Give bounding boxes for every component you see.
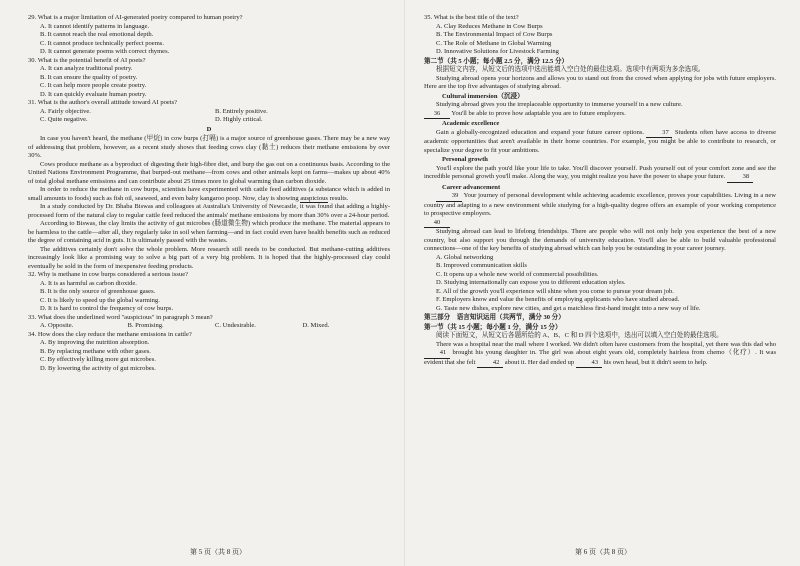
paragraph-text: Students often have access to diverse academic opportunities that aren't available in their home countries. For example, you might be able to contribute to research, or specialize your degree to fit your ambitions. [424, 128, 777, 154]
page-5 [28, 14, 390, 373]
paragraph [424, 110, 776, 120]
paragraph-text: You'll explore the path you'd like your life to take. You'll discover yourself. Push yourself out of your comfort zone and see the incredible personal growth you'll make. Along the way, you might realize you have the power to shape your future. [424, 164, 776, 180]
option: C. Undesirable. [215, 322, 256, 329]
subheading: Career advancement [442, 183, 501, 191]
instructions: 根据短文内容，从短文后的选项中选出能填入空白处的最佳选项。选项中有两项为多余选项。 [436, 66, 705, 73]
question-stem: 30. What is the potential benefit of AI poets? [28, 56, 146, 64]
paragraph-text: In order to reduce the methane in cow burps, scientists have experimented with cattle feed additives (a substance which is added in small amounts to foods) such as fish oil, seaweed, and even baby kangaroo poop. Now, clay is showing [28, 186, 390, 202]
question-stem: 33. What does the underlined word "auspicious" in paragraph 3 mean? [28, 313, 213, 321]
instructions: 阅读下面短文，从短文后各题所给的 A、B、C 和 D 四个选项中，选出可以填入空白处的最佳选项。 [436, 332, 723, 339]
paragraph-text: results. [327, 194, 349, 202]
blank-42[interactable]: 42 [477, 359, 503, 369]
paragraph: Cows produce methane as a byproduct of digesting their high-fibre diet, and burp the gas out on a continuous basis. According to the United Nations Environment Programme, that burped-out methane—from cows and other animals kept on farms—makes up about 40% of total global methane emissions and can contribute about 25 times more to global warming than carbon dioxide. [28, 160, 390, 185]
page-fold [404, 0, 405, 566]
paragraph: Studying abroad gives you the irreplaceable opportunity to immerse yourself in a new culture. [436, 101, 683, 108]
paragraph-text: There was a hospital near the mall where I worked. We didn't often have customers from the hospital, yet there was this dad who [436, 340, 776, 348]
option: G. Taste new dishes, explore new cities, and get a matchless first-hand insight into a new way of life. [436, 304, 701, 312]
section-heading: D [206, 125, 212, 133]
paragraph-text: brought his young daughter in. The girl was about eight years old, completely hairless from chemo（化疗）. It was evident that she felt [424, 349, 776, 366]
paragraph [424, 165, 776, 183]
option: A. It cannot identify patterns in language. [40, 22, 150, 30]
paragraph: According to Biswas, the clay limits the activity of gut microbes (肠道微生物) which produce the methane. The material appears to be harmless to the cattle—after all, they regularly take in soil when farming—and in fact could even have health benefits such as reduced the degree of containing acid in guts. It is ultimately passed with the wastes. [28, 220, 390, 244]
option: A. It is as harmful as carbon dioxide. [40, 279, 137, 287]
option: B. It cannot reach the real emotional depth. [40, 31, 154, 38]
paragraph [28, 186, 390, 203]
cloze-paragraph [424, 341, 776, 369]
question-32 [28, 271, 390, 314]
question-stem: 31. What is the author's overall attitude toward AI poets? [28, 99, 178, 106]
option: D. Highly critical. [215, 116, 263, 123]
option: E. All of the growth you'll experience will shine when you come to pursue your dream job. [436, 287, 674, 295]
question-30 [28, 57, 390, 100]
blank-38[interactable]: 38 [727, 173, 753, 183]
option: C. Quite negative. [40, 116, 88, 123]
subheading: Academic excellence [442, 120, 500, 127]
option: A. Opposite. [40, 322, 74, 329]
paragraph: Studying abroad opens your horizons and allows you to stand out from the crowd when applying for jobs with future employers. Here are the top five advantages of studying abroad. [424, 74, 776, 90]
paragraph: Studying abroad can lead to lifelong friendships. There are people who will not only help you experience the best of a new country, but also support you through the demands of university education. You'll also be able to build valuable professional connections—one of the key benefits of studying abroad which can help you be outstanding in your career journey. [424, 228, 776, 252]
blank-36[interactable]: 36 [424, 110, 450, 120]
paragraph: In case you haven't heard, the methane (甲烷) in cow burps (打嗝) is a major source of greenhouse gases. There may be a new way of addressing that problem, however, as a recent study shows that feeding cows clay (黏土) reduces their methane emissions by over 30%. [28, 135, 390, 159]
option: A. It can analyze traditional poetry. [40, 65, 133, 72]
paragraph: In a study conducted by Dr. Bhaba Biswas and colleagues at Australia's University of Newcastle, it was found that adding a highly-processed form of the natural clay to regular cattle feed reduced the animals' methane emissions by more than 30% over a 24-hour period. [28, 203, 390, 219]
paragraph-text: Gain a globally-recognized education and expand your future career options. [436, 128, 645, 136]
option: D. It can quickly evaluate human poetry. [40, 90, 147, 98]
paragraph [424, 219, 776, 229]
answer-options [424, 254, 776, 314]
option: B. Entirely positive. [215, 107, 268, 115]
option: D. It is hard to control the frequency of cow burps. [40, 305, 174, 312]
option: A. Global networking [436, 253, 494, 261]
option: F. Employers know and value the benefits of employing applicants who have studied abroad. [436, 296, 680, 303]
question-31 [28, 99, 390, 125]
paragraph [424, 192, 776, 219]
option: B. It is the only source of greenhouse gases. [40, 288, 156, 295]
option: D. It cannot generate poems with correct rhymes. [40, 48, 170, 55]
question-stem: 35. What is the best title of the text? [424, 14, 519, 21]
section-title: 第一节（共 15 小题；每小题 1 分，满分 15 分） [424, 323, 562, 331]
page-footer-6: 第 6 页（共 8 页） [575, 548, 631, 556]
option: D. Mixed. [302, 322, 330, 329]
blank-39[interactable]: 39 [436, 192, 462, 202]
option: B. Promising. [127, 322, 164, 329]
question-stem: 34. How does the clay reduce the methane emissions in cattle? [28, 330, 192, 338]
question-33 [28, 314, 390, 331]
part-title: 第三部分 语言知识运用（共两节，满分 30 分） [424, 314, 565, 321]
question-stem: 32. Why is methane in cow burps considered a serious issue? [28, 271, 189, 278]
option: C. It cannot produce technically perfect poems. [40, 39, 164, 47]
paragraph [424, 129, 776, 156]
question-35 [424, 14, 776, 57]
subheading: Personal growth [442, 156, 488, 163]
option: A. By improving the nutrition absorption. [40, 339, 150, 346]
option: B. The Environmental Impact of Cow Burps [436, 31, 553, 38]
option: D. Innovative Solutions for Livestock Farming [436, 48, 559, 55]
option: C. It opens up a whole new world of commercial possibilities. [436, 270, 599, 278]
question-29 [28, 14, 390, 57]
option: A. Fairly objective. [40, 107, 91, 115]
blank-43[interactable]: 43 [576, 359, 602, 369]
paragraph: The additives certainly don't solve the whole problem. More research still needs to be conducted. But methane-cutting additives increasingly look like a promising way to solve a big part of a very big problem. It is hoped that the highly-processed clay could eventually be sold in the form of inexpensive feeding products. [28, 245, 390, 270]
paragraph-text: his own head, but it didn't seem to help. [603, 358, 708, 366]
option: A. Clay Reduces Methane in Cow Burps [436, 22, 543, 30]
option: B. By replacing methane with other gases. [40, 347, 151, 355]
paragraph-text: about it. Her dad ended up [504, 358, 575, 366]
question-stem: 29. What is a major limitation of AI-generated poetry compared to human poetry? [28, 14, 243, 21]
page-6 [424, 14, 776, 368]
paragraph-text: You'll be able to prove how adaptable you are to future employers. [451, 109, 626, 117]
blank-40[interactable]: 40 [424, 219, 450, 229]
option: C. It is likely to speed up the global warming. [40, 296, 160, 304]
page-footer-5: 第 5 页（共 8 页） [190, 548, 246, 556]
section-title: 第二节（共 5 小题；每小题 2.5 分，满分 12.5 分） [424, 57, 569, 65]
question-34 [28, 331, 390, 374]
blank-37[interactable]: 37 [646, 129, 672, 139]
option: C. The Role of Methane in Global Warming [436, 39, 552, 47]
passage-d [28, 135, 390, 271]
option: C. It can help more people create poetry. [40, 82, 147, 89]
option: D. Studying internationally can expose you to different education styles. [436, 279, 626, 286]
option: C. By effectively killing more gut microbes. [40, 356, 156, 363]
subheading: Cultural immersion（沉浸） [442, 92, 524, 100]
underlined-word: auspicious [300, 194, 328, 202]
option: B. Improved communication skills [436, 262, 527, 269]
option: B. It can ensure the quality of poetry. [40, 73, 138, 81]
option: D. By lowering the activity of gut microbes. [40, 364, 156, 372]
blank-41[interactable]: 41 [424, 349, 450, 359]
paragraph-text: Your journey of personal development while achieving academic excellence, proves your capabilities. Living in a new country and adapting to a new environment while studying for a high-quality degree offers an example of your working competence to prospective employers. [424, 192, 776, 217]
